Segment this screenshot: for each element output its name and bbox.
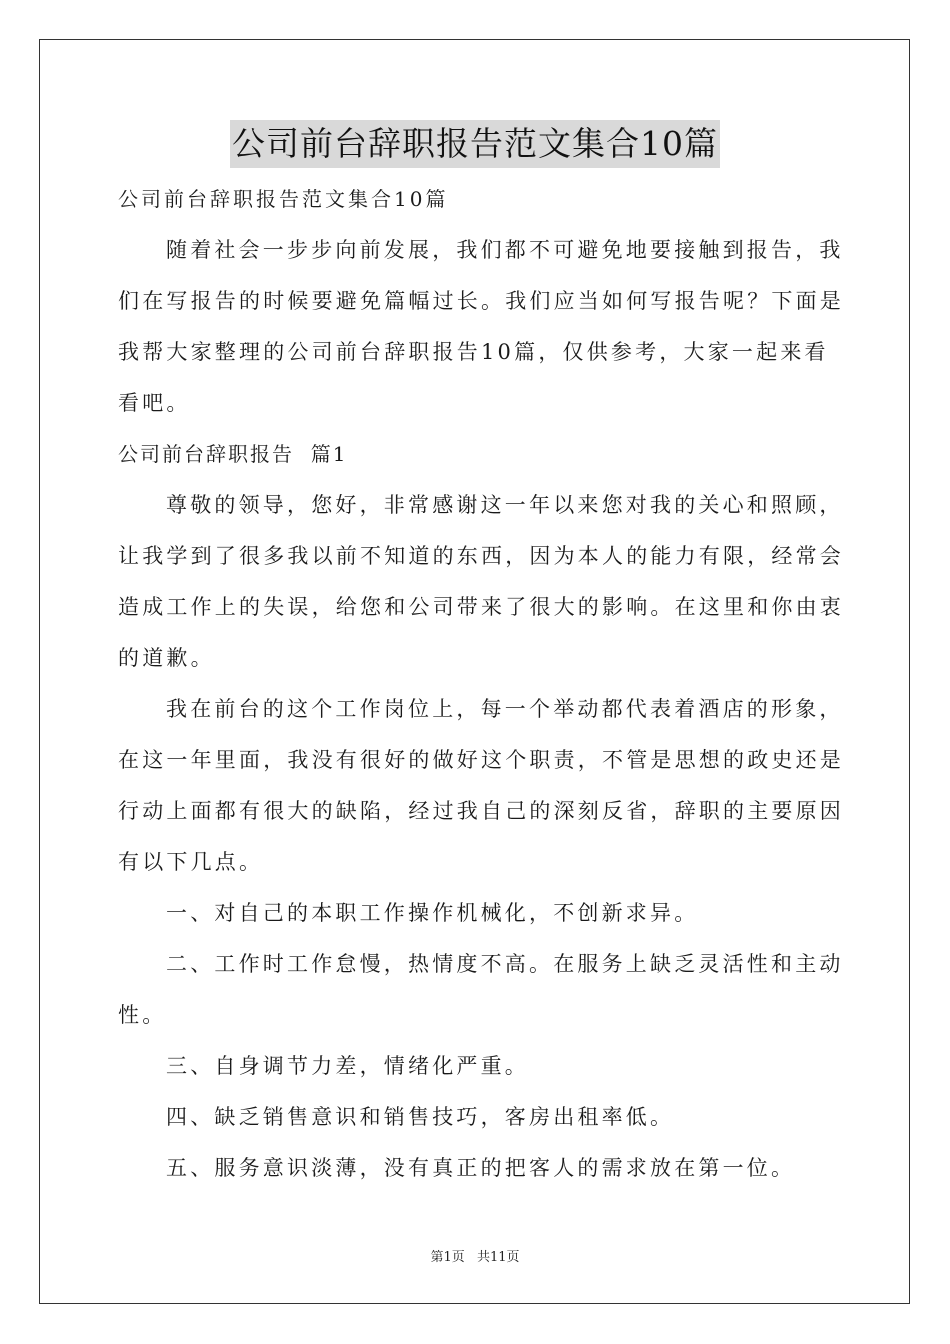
list-item-3: 三、自身调节力差，情绪化严重。 — [166, 1054, 529, 1078]
paragraph-line: 的道歉。 — [118, 646, 215, 670]
list-item-5: 五、服务意识淡薄，没有真正的把客人的需求放在第一位。 — [166, 1156, 796, 1180]
document-subtitle: 公司前台辞职报告范文集合10篇 — [118, 187, 449, 211]
page-footer — [0, 1246, 950, 1265]
section-heading: 公司前台辞职报告 篇1 — [118, 442, 348, 466]
paragraph-line: 二、工作时工作怠慢，热情度不高。在服务上缺乏灵活性和主动 — [166, 952, 844, 976]
paragraph-line: 我在前台的这个工作岗位上，每一个举动都代表着酒店的形象， — [166, 697, 844, 721]
paragraph-line: 在这一年里面，我没有很好的做好这个职责，不管是思想的政史还是 — [118, 748, 844, 772]
document-title: 公司前台辞职报告范文集合10篇 — [230, 120, 720, 168]
intro-line: 看吧。 — [118, 391, 191, 415]
paragraph-line: 造成工作上的失误，给您和公司带来了很大的影响。在这里和你由衷 — [118, 595, 844, 619]
paragraph-line: 有以下几点。 — [118, 850, 264, 874]
intro-paragraph — [118, 225, 844, 429]
page-total: 共11页 — [476, 1250, 520, 1265]
list-item-2 — [118, 939, 844, 1041]
paragraph-line: 行动上面都有很大的缺陷，经过我自己的深刻反省，辞职的主要原因 — [118, 799, 844, 823]
page-number: 第1页 — [430, 1250, 465, 1265]
paragraph-line: 性。 — [118, 1003, 167, 1027]
list-item-4: 四、缺乏销售意识和销售技巧，客房出租率低。 — [166, 1105, 675, 1129]
paragraph-1 — [118, 480, 844, 684]
paragraph-line: 让我学到了很多我以前不知道的东西，因为本人的能力有限，经常会 — [118, 544, 844, 568]
title-container — [0, 120, 950, 168]
paragraph-2 — [118, 684, 844, 888]
list-item-1: 一、对自己的本职工作操作机械化，不创新求异。 — [166, 901, 699, 925]
document-body — [118, 174, 844, 1194]
paragraph-line: 尊敬的领导，您好，非常感谢这一年以来您对我的关心和照顾， — [166, 493, 844, 517]
intro-line: 我帮大家整理的公司前台辞职报告10篇，仅供参考，大家一起来看 — [118, 340, 829, 364]
intro-line: 随着社会一步步向前发展，我们都不可避免地要接触到报告，我 — [166, 238, 844, 262]
intro-line: 们在写报告的时候要避免篇幅过长。我们应当如何写报告呢？下面是 — [118, 289, 844, 313]
